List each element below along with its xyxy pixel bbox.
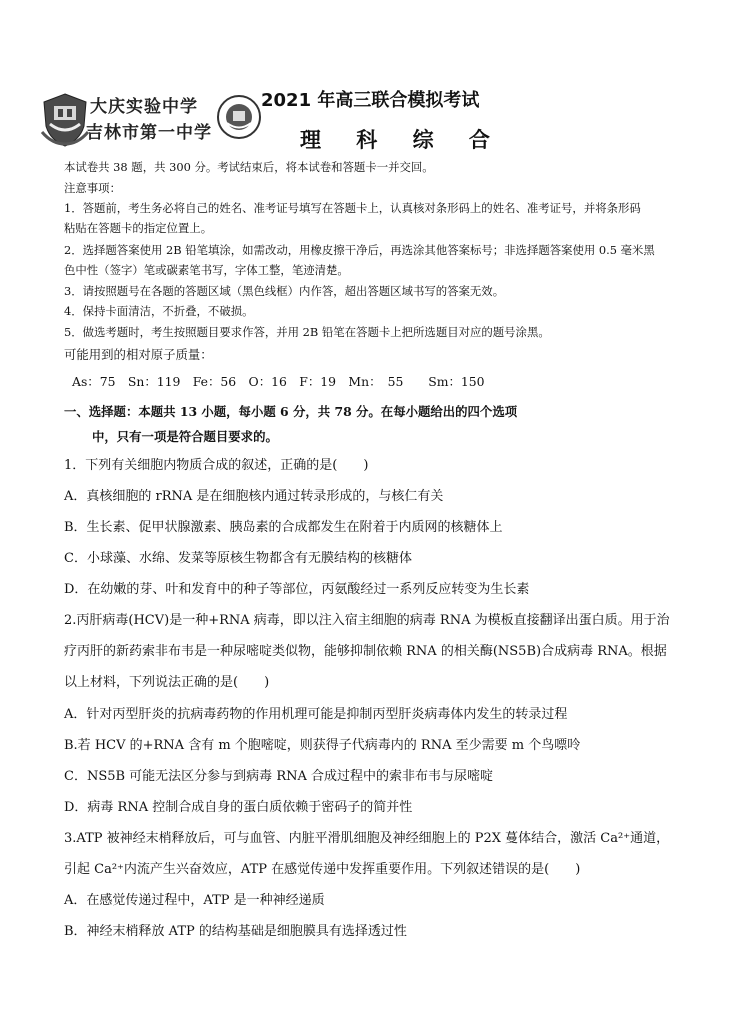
atomic-mass-values: As：75 Sn：119 Fe：56 O：16 F：19 Mn： 55 Sm：150 [72, 374, 485, 389]
notice-5: 5．做选考题时，考生按照题目要求作答，并用 2B 铅笔在答题卡上把所选题目对应的题号涂黑。 [64, 325, 550, 339]
notice-2a: 2．选择题答案使用 2B 铅笔填涂，如需改动，用橡皮擦干净后，再选涂其他答案标号；非选择题答案使用 0.5 毫米黑 [64, 243, 655, 257]
notice-1a: 1．答题前，考生务必将自己的姓名、准考证号填写在答题卡上，认真核对条形码上的姓名、准考证号，并将条形码 [64, 201, 641, 215]
school-name-1: 大庆实验中学 [90, 97, 198, 117]
notice-1b: 粘贴在答题卡的指定位置上。 [64, 221, 213, 235]
notice-label: 注意事项： [64, 181, 121, 195]
q1-option-b: B．生长素、促甲状腺激素、胰岛素的合成都发生在附着于内质网的核糖体上 [64, 520, 503, 535]
exam-title: 2021 年高三联合模拟考试 [261, 90, 480, 111]
subject-title: 理 科 综 合 [300, 128, 504, 152]
notice-2b: 色中性（签字）笔或碳素笔书写，字体工整，笔迹清楚。 [64, 263, 349, 277]
q1-option-a: A．真核细胞的 rRNA 是在细胞核内通过转录形成的，与核仁有关 [64, 489, 444, 504]
q2-option-d: D．病毒 RNA 控制合成自身的蛋白质依赖于密码子的简并性 [64, 800, 413, 815]
q2-stem-c: 以上材料，下列说法正确的是( ) [64, 675, 270, 690]
q3-stem-a: 3.ATP 被神经末梢释放后，可与血管、内脏平滑肌细胞及神经细胞上的 P2X 蔓体结合，激活 Ca²⁺通道， [64, 831, 670, 846]
q1-option-d: D．在幼嫩的芽、叶和发育中的种子等部位，丙氨酸经过一系列反应转变为生长素 [64, 582, 530, 597]
q2-option-b: B.若 HCV 的+RNA 含有 m 个胞嘧啶，则获得子代病毒内的 RNA 至少需要 m 个鸟嘌呤 [64, 738, 581, 753]
intro-text: 本试卷共 38 题，共 300 分。考试结束后，将本试卷和答题卡一并交回。 [64, 160, 434, 174]
q1-stem: 1．下列有关细胞内物质合成的叙述，正确的是( ) [64, 458, 369, 473]
section1-heading-b: 中，只有一项是符合题目要求的。 [92, 429, 278, 444]
notice-4: 4．保持卡面清洁，不折叠，不破损。 [64, 304, 254, 318]
q3-stem-b: 引起 Ca²⁺内流产生兴奋效应，ATP 在感觉传递中发挥重要作用。下列叙述错误的是( ) [64, 862, 581, 877]
q2-stem-b: 疗丙肝的新药索非布韦是一种尿嘧啶类似物，能够抑制依赖 RNA 的相关酶(NS5B)合成病毒 RNA。根据 [64, 644, 667, 659]
section1-heading-a: 一、选择题：本题共 13 小题，每小题 6 分，共 78 分。在每小题给出的四个选项 [64, 404, 518, 419]
q3-option-a: A．在感觉传递过程中，ATP 是一种神经递质 [64, 893, 325, 908]
q1-option-c: C．小球藻、水绵、发菜等原核生物都含有无膜结构的核糖体 [64, 551, 412, 566]
atomic-mass-label: 可能用到的相对原子质量： [64, 347, 213, 362]
school-logos [36, 88, 266, 148]
school-name-2: 吉林市第一中学 [86, 123, 212, 143]
q2-option-c: C．NS5B 可能无法区分参与到病毒 RNA 合成过程中的索非布韦与尿嘧啶 [64, 769, 494, 784]
q2-option-a: A．针对丙型肝炎的抗病毒药物的作用机理可能是抑制丙型肝炎病毒体内发生的转录过程 [64, 707, 568, 722]
q2-stem-a: 2.丙肝病毒(HCV)是一种+RNA 病毒，即以注入宿主细胞的病毒 RNA 为模板直接翻译出蛋白质。用于治 [64, 613, 670, 628]
dqsy-crest-icon [40, 92, 90, 148]
jilin-school-seal-icon [216, 94, 262, 140]
notice-3: 3．请按照题号在各题的答题区域（黑色线框）内作答，超出答题区域书写的答案无效。 [64, 284, 505, 298]
q3-option-b: B．神经末梢释放 ATP 的结构基础是细胞膜具有选择透过性 [64, 924, 407, 939]
